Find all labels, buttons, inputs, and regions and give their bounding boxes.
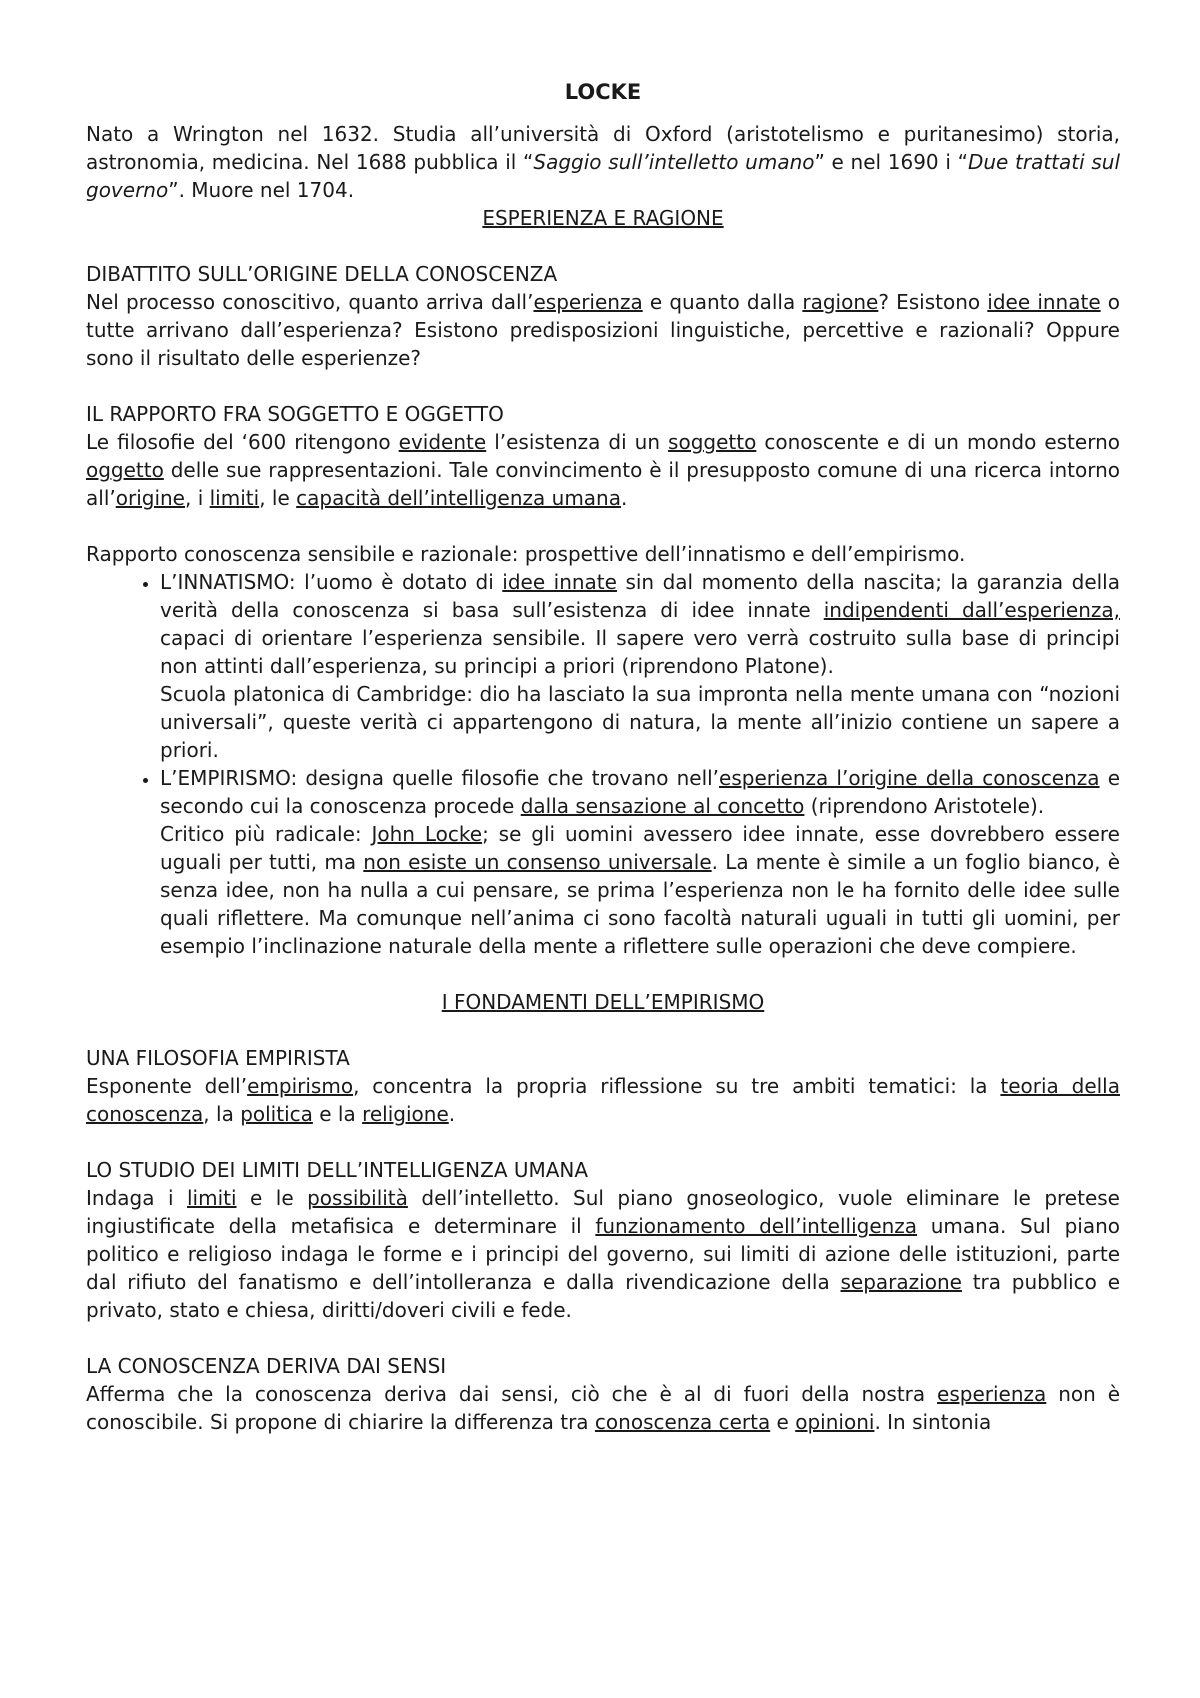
intro-text: ”. Muore nel 1704.: [168, 178, 355, 202]
text: umana. Sul piano politico e religioso indaga le forme e i principi del governo, sui limiti di azione delle istituzioni, parte dal rifiuto del fanatismo e dell’intolleranza e dalla rivendicazione della: [86, 1214, 1120, 1294]
underlined-term: limiti: [186, 1186, 237, 1210]
underlined-term: dalla sensazione al concetto: [520, 794, 805, 818]
innatismo-cambridge-text: Scuola platonica di Cambridge: dio ha lasciato la sua impronta nella mente umana con “nozioni universali”, queste verità ci appartengono di natura, la mente all’inizio contiene un sapere a priori.: [160, 682, 1120, 762]
document-page: [86, 78, 1120, 1436]
underlined-term: conoscenza certa: [594, 1410, 771, 1434]
text: (riprendono Aristotele).: [804, 794, 1045, 818]
underlined-term: teoria della conoscenza: [86, 1074, 1120, 1126]
underlined-term: possibilità: [307, 1186, 408, 1210]
text: Afferma che la conoscenza deriva dai sensi, ciò che è al di fuori della nostra: [86, 1382, 938, 1406]
underlined-term: politica: [240, 1102, 313, 1126]
text: , le: [259, 486, 297, 510]
text: non è conoscibile. Si propone di chiarire la differenza tra: [86, 1382, 1120, 1434]
intro-text: ” e nel 1690 i “: [814, 150, 968, 174]
text: capaci di orientare l’esperienza sensibile. Il sapere vero verrà costruito sulla base di principi non attinti dall’esperienza, su principi a priori (riprendono Platone).: [160, 626, 1120, 678]
work-title-trattati: Due trattati sul governo: [86, 150, 1121, 202]
text: . La mente è simile a un foglio bianco, è senza idee, non ha nulla a cui pensare, se prima l’esperienza non le ha fornito delle idee sulle quali riflettere. Ma comunque nell’anima ci sono facoltà naturali uguali in tutti gli uomini, per esempio l’inclinazione naturale della mente a riflettere sulle operazioni che deve compiere.: [160, 850, 1120, 958]
underlined-term: funzionamento dell’intelligenza: [595, 1214, 918, 1238]
paragraph-sensi: [86, 1380, 1120, 1436]
heading-dibattito: DIBATTITO SULL’ORIGINE DELLA CONOSCENZA: [86, 262, 558, 286]
text: l’esistenza di un: [486, 430, 669, 454]
text: .: [448, 1102, 456, 1126]
paragraph-filosofia: [86, 1072, 1120, 1128]
text: e la: [312, 1102, 363, 1126]
underlined-term: capacità dell’intelligenza umana: [296, 486, 621, 510]
text: conoscente e di un mondo esterno: [756, 430, 1120, 454]
text: Le filosofie del ‘600 ritengono: [86, 430, 399, 454]
bullet-list: [86, 568, 1120, 960]
text: L’INNATISMO: l’uomo è dotato di: [160, 570, 503, 594]
text: . In sintonia: [874, 1410, 992, 1434]
underlined-term: empirismo: [247, 1074, 354, 1098]
underlined-term: oggetto: [86, 458, 164, 482]
text: ? Esistono: [878, 290, 988, 314]
text: e secondo cui la conoscenza procede: [160, 766, 1120, 818]
underlined-term: idee innate: [987, 290, 1101, 314]
underlined-term: esperienza l’origine della conoscenza: [719, 766, 1100, 790]
underlined-term: opinioni: [795, 1410, 875, 1434]
underlined-term: idee innate: [502, 570, 617, 594]
text: tra pubblico e privato, stato e chiesa, diritti/doveri civili e fede.: [86, 1270, 1120, 1322]
text: e le: [236, 1186, 308, 1210]
text: , concentra la propria riflessione su tre ambiti tematici: la: [353, 1074, 1001, 1098]
underlined-term: John Locke: [371, 822, 483, 846]
underlined-term: origine: [115, 486, 185, 510]
paragraph-rapporto: [86, 428, 1120, 512]
heading-studio-limiti: LO STUDIO DEI LIMITI DELL’INTELLIGENZA UMANA: [86, 1158, 589, 1182]
list-item-empirismo: [160, 764, 1120, 960]
underlined-term: religione: [362, 1102, 449, 1126]
heading-filosofia-empirista: UNA FILOSOFIA EMPIRISTA: [86, 1046, 350, 1070]
underlined-term: esperienza: [533, 290, 643, 314]
text: L’EMPIRISMO: designa quelle filosofie che trovano nell’: [160, 766, 720, 790]
text: sin dal momento della nascita; la garanzia della verità della conoscenza si basa sull’esistenza di idee innate: [160, 570, 1120, 622]
heading-rapporto: IL RAPPORTO FRA SOGGETTO E OGGETTO: [86, 402, 504, 426]
section-title-esperienza-ragione: ESPERIENZA E RAGIONE: [482, 206, 724, 230]
underlined-term: evidente: [398, 430, 487, 454]
text: e: [770, 1410, 796, 1434]
intro-paragraph: [86, 120, 1120, 204]
text: ; se gli uomini avessero idee innate, esse dovrebbero essere uguali per tutti, ma: [160, 822, 1120, 874]
intro-text: Nato a Wrington nel 1632. Studia all’università di Oxford (aristotelismo e puritanesimo) storia, astronomia, medicina. Nel 1688 pubblica il “: [86, 122, 1120, 174]
text: dell’intelletto. Sul piano gnoseologico, vuole eliminare le pretese ingiustificate della metafisica e determinare il: [86, 1186, 1120, 1238]
text: o tutte arrivano dall’esperienza? Esistono predisposizioni linguistiche, percettive e razionali? Oppure sono il risultato delle esperienze?: [86, 290, 1121, 370]
heading-conoscenza-sensi: LA CONOSCENZA DERIVA DAI SENSI: [86, 1354, 447, 1378]
underlined-term: non esiste un consenso universale: [363, 850, 712, 874]
text: , la: [203, 1102, 241, 1126]
underlined-term: indipendenti dall’esperienza,: [823, 598, 1120, 622]
text: Esponente dell’: [86, 1074, 248, 1098]
text: .: [621, 486, 628, 510]
paragraph-dibattito: [86, 288, 1120, 372]
paragraph-studio: [86, 1184, 1120, 1324]
underlined-term: esperienza: [937, 1382, 1047, 1406]
list-item-innatismo: [160, 568, 1120, 764]
text: Indaga i: [86, 1186, 187, 1210]
text: delle sue rappresentazioni. Tale convincimento è il presupposto comune di una ricerca intorno all’: [86, 458, 1120, 510]
paragraph-prospettive: Rapporto conoscenza sensibile e razionale: prospettive dell’innatismo e dell’empirismo.: [86, 542, 966, 566]
text: Nel processo conoscitivo, quanto arriva dall’: [86, 290, 534, 314]
underlined-term: limiti: [209, 486, 260, 510]
text: Critico più radicale:: [160, 822, 372, 846]
work-title-saggio: Saggio sull’intelletto umano: [533, 150, 815, 174]
underlined-term: ragione: [802, 290, 879, 314]
text: , i: [184, 486, 210, 510]
underlined-term: separazione: [840, 1270, 962, 1294]
text: e quanto dalla: [642, 290, 803, 314]
section-title-fondamenti: I FONDAMENTI DELL’EMPIRISMO: [441, 990, 765, 1014]
underlined-term: soggetto: [668, 430, 757, 454]
page-title: LOCKE: [564, 80, 642, 104]
